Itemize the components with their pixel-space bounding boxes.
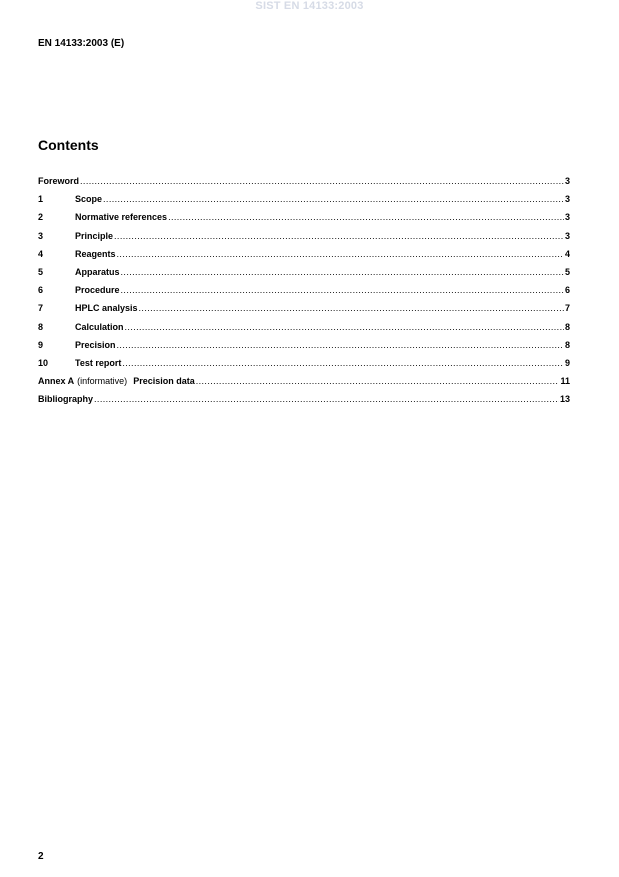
table-of-contents bbox=[38, 176, 570, 412]
toc-entry[interactable] bbox=[38, 303, 570, 321]
toc-entry[interactable] bbox=[38, 358, 570, 376]
toc-dot-leader bbox=[168, 212, 564, 222]
toc-entry-title: HPLC analysis bbox=[75, 303, 138, 314]
toc-entry-title: Apparatus bbox=[75, 266, 120, 277]
toc-entry-number: 5 bbox=[38, 266, 44, 277]
toc-entry-title: Foreword bbox=[38, 176, 80, 186]
toc-entry-number: 8 bbox=[38, 321, 44, 332]
toc-entry-title: Reagents bbox=[75, 248, 116, 259]
toc-dot-leader bbox=[196, 376, 560, 386]
toc-entry[interactable] bbox=[38, 267, 570, 285]
toc-entry[interactable] bbox=[38, 231, 570, 249]
toc-entry-title: Principle bbox=[75, 230, 114, 241]
toc-dot-leader bbox=[139, 303, 564, 313]
contents-title: Contents bbox=[38, 137, 99, 153]
toc-entry-number: 9 bbox=[38, 339, 44, 350]
toc-entry-number: 10 bbox=[38, 357, 49, 368]
toc-entry[interactable] bbox=[38, 340, 570, 358]
toc-entry[interactable] bbox=[38, 194, 570, 212]
toc-entry-page: 5 bbox=[564, 266, 570, 277]
toc-entry-page: 7 bbox=[564, 303, 570, 314]
toc-entry-annex-a[interactable] bbox=[38, 376, 570, 394]
toc-entry-title: Precision bbox=[75, 339, 116, 350]
toc-dot-leader bbox=[80, 176, 564, 186]
toc-entry-page: 13 bbox=[559, 394, 570, 405]
toc-entry-title: Bibliography bbox=[38, 394, 94, 405]
toc-annex-note: (informative) bbox=[77, 376, 128, 387]
toc-entry[interactable] bbox=[38, 322, 570, 340]
toc-entry-page: 4 bbox=[564, 248, 570, 259]
toc-entry-page: 3 bbox=[564, 230, 570, 241]
toc-entry-page: 8 bbox=[564, 321, 570, 332]
toc-entry-title: Procedure bbox=[75, 285, 120, 296]
toc-annex-label: Annex A bbox=[38, 376, 75, 387]
toc-entry-number: 1 bbox=[38, 194, 44, 205]
toc-entry-title: Normative references bbox=[75, 212, 168, 223]
toc-entry-foreword[interactable] bbox=[38, 176, 570, 194]
watermark: SIST EN 14133:2003 bbox=[255, 0, 364, 12]
toc-entry-title: Test report bbox=[75, 357, 122, 368]
document-header: EN 14133:2003 (E) bbox=[38, 38, 125, 49]
toc-entry-title: Precision data bbox=[133, 376, 195, 387]
toc-dot-leader bbox=[94, 394, 559, 404]
toc-entry-page: 6 bbox=[564, 285, 570, 296]
toc-dot-leader bbox=[103, 194, 564, 204]
toc-entry-page: 3 bbox=[564, 194, 570, 205]
page-number: 2 bbox=[38, 851, 44, 862]
toc-entry-page: 8 bbox=[564, 339, 570, 350]
toc-dot-leader bbox=[114, 231, 564, 241]
toc-entry-number: 7 bbox=[38, 303, 44, 314]
toc-entry-page: 11 bbox=[560, 376, 570, 387]
toc-dot-leader bbox=[125, 322, 564, 332]
toc-dot-leader bbox=[117, 249, 564, 259]
toc-entry-page: 9 bbox=[564, 357, 570, 368]
toc-entry-bibliography[interactable] bbox=[38, 394, 570, 412]
toc-entry-page: 3 bbox=[564, 176, 570, 186]
toc-entry-number: 3 bbox=[38, 230, 44, 241]
toc-entry-page: 3 bbox=[564, 212, 570, 223]
toc-entry-title: Scope bbox=[75, 194, 103, 205]
toc-entry[interactable] bbox=[38, 285, 570, 303]
toc-dot-leader bbox=[122, 358, 564, 368]
toc-dot-leader bbox=[121, 285, 564, 295]
toc-entry-number: 2 bbox=[38, 212, 44, 223]
toc-entry[interactable] bbox=[38, 212, 570, 230]
toc-dot-leader bbox=[117, 340, 564, 350]
toc-entry[interactable] bbox=[38, 249, 570, 267]
toc-entry-title: Calculation bbox=[75, 321, 124, 332]
toc-dot-leader bbox=[121, 267, 564, 277]
toc-entry-number: 4 bbox=[38, 248, 44, 259]
toc-entry-number: 6 bbox=[38, 285, 44, 296]
